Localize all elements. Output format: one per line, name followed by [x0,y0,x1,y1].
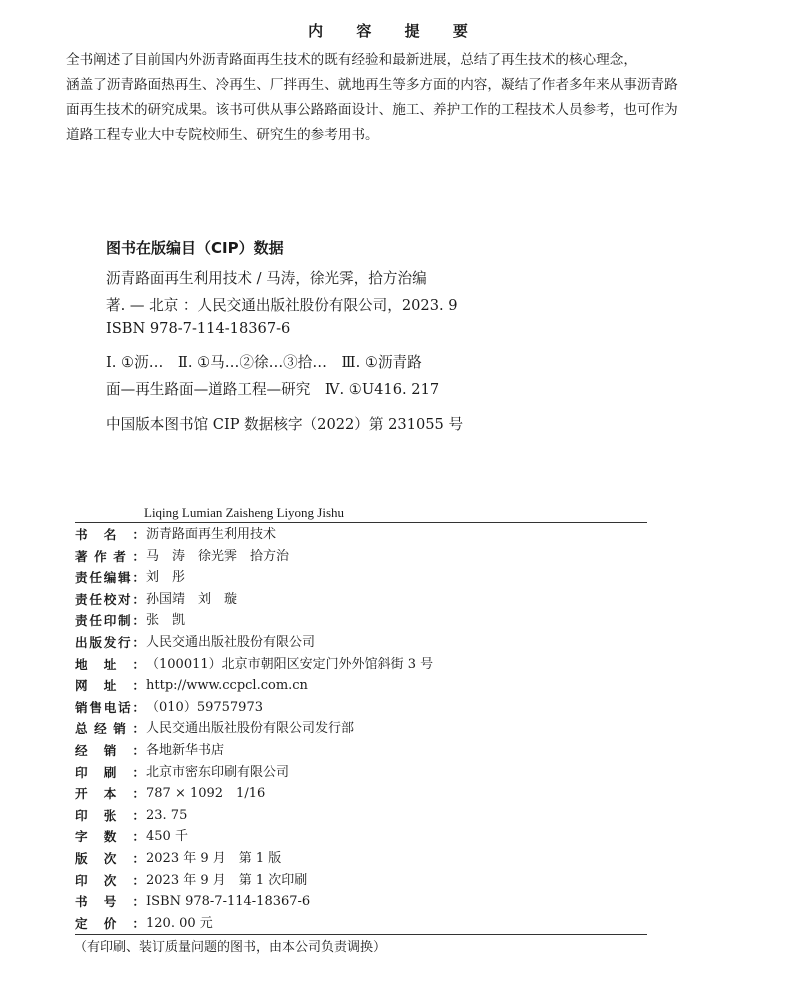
info-row [75,848,635,870]
info-label: 责 任 校 对 ： [75,591,145,607]
summary-line: 全书阐述了目前国内外沥青路面再生技术的既有经验和最新进展，总结了再生技术的核心理念， [66,52,637,68]
info-row [75,718,635,740]
info-row [75,891,635,913]
info-value: 马 涛 徐光霁 拾方治 [146,548,290,564]
cip-line: 沥青路面再生利用技术 / 马涛，徐光霁，拾方治编 [106,270,427,287]
info-row [75,675,635,697]
cip-line: 著. — 北京 ：人民交通出版社股份有限公司，2023. 9 [106,297,458,314]
info-label: 印 次 ： [75,872,145,888]
summary-line: 涵盖了沥青路面热再生、冷再生、厂拌再生、就地再生等多方面的内容，凝结了作者多年来从事沥青路 [66,77,678,93]
info-label: 网 址 ： [75,678,145,694]
summary-title: 内 容 提 要 [308,22,482,40]
info-row [75,589,635,611]
cip-line: 中国版本图书馆 CIP 数据核字（2022）第 231055 号 [106,416,464,433]
info-row [75,870,635,892]
summary-line: 道路工程专业大中专院校师生、研究生的参考用书。 [66,127,379,143]
divider-bottom [75,934,647,935]
info-value: 2023 年 9 月 第 1 次印刷 [146,872,308,888]
info-row [75,826,635,848]
info-label: 版 次 ： [75,850,145,866]
info-value: 孙国靖 刘 璇 [146,591,238,607]
info-label: 地 址 ： [75,656,145,672]
info-row [75,546,635,568]
summary-line: 面再生技术的研究成果。该书可供从事公路路面设计、施工、养护工作的工程技术人员参考，也可作为 [66,102,678,118]
cip-heading: 图书在版编目（CIP）数据 [106,239,284,257]
info-value: 各地新华书店 [146,742,225,758]
info-label: 责 任 印 制 ： [75,613,145,629]
info-row [75,610,635,632]
info-value: 450 千 [146,829,188,845]
cip-line: Ⅰ. ①沥… Ⅱ. ①马…②徐…③拾… Ⅲ. ①沥青路 [106,354,422,371]
info-label: 书 号 ： [75,894,145,910]
info-label: 字 数 ： [75,829,145,845]
info-value: （100011）北京市朝阳区安定门外外馆斜街 3 号 [146,656,434,672]
info-row [75,913,635,935]
info-row [75,805,635,827]
info-row [75,524,635,546]
info-label: 总 经 销 ： [75,721,145,737]
info-label: 销 售 电 话 ： [75,699,145,715]
info-value: 张 凯 [146,613,186,629]
info-row [75,654,635,676]
info-label: 出 版 发 行 ： [75,634,145,650]
summary-body [66,48,734,148]
info-value: 2023 年 9 月 第 1 版 [146,850,282,866]
info-row [75,567,635,589]
info-value: 北京市密东印刷有限公司 [146,764,290,780]
copyright-info-table [75,524,635,934]
info-label: 责 任 编 辑 ： [75,570,145,586]
info-row [75,762,635,784]
info-value: 人民交通出版社股份有限公司发行部 [146,721,355,737]
divider-top [75,522,647,523]
info-value: （010）59757973 [146,699,263,715]
info-value: 787 × 1092 1/16 [146,786,266,802]
info-label: 定 价 ： [75,915,145,931]
cip-line: 面—再生路面—道路工程—研究 Ⅳ. ①U416. 217 [106,381,440,398]
info-value: 人民交通出版社股份有限公司 [146,634,316,650]
info-label: 印 张 ： [75,807,145,823]
info-value: http://www.ccpcl.com.cn [146,678,308,694]
info-label: 经 销 ： [75,742,145,758]
info-row [75,632,635,654]
info-value: 120. 00 元 [146,915,213,931]
info-label: 书 名 ： [75,527,145,542]
info-label: 印 刷 ： [75,764,145,780]
info-row [75,783,635,805]
cip-line: ISBN 978-7-114-18367-6 [106,320,291,337]
info-label: 著 作 者 ： [75,548,145,564]
quality-notice: （有印刷、装订质量问题的图书，由本公司负责调换） [74,940,387,955]
info-row [75,697,635,719]
pinyin-title: Liqing Lumian Zaisheng Liyong Jishu [144,505,345,520]
info-value: 沥青路面再生利用技术 [146,527,277,542]
info-value: 23. 75 [146,807,188,823]
info-label: 开 本 ： [75,786,145,802]
info-row [75,740,635,762]
info-value: 刘 彤 [146,570,186,586]
info-value: ISBN 978-7-114-18367-6 [146,894,311,910]
